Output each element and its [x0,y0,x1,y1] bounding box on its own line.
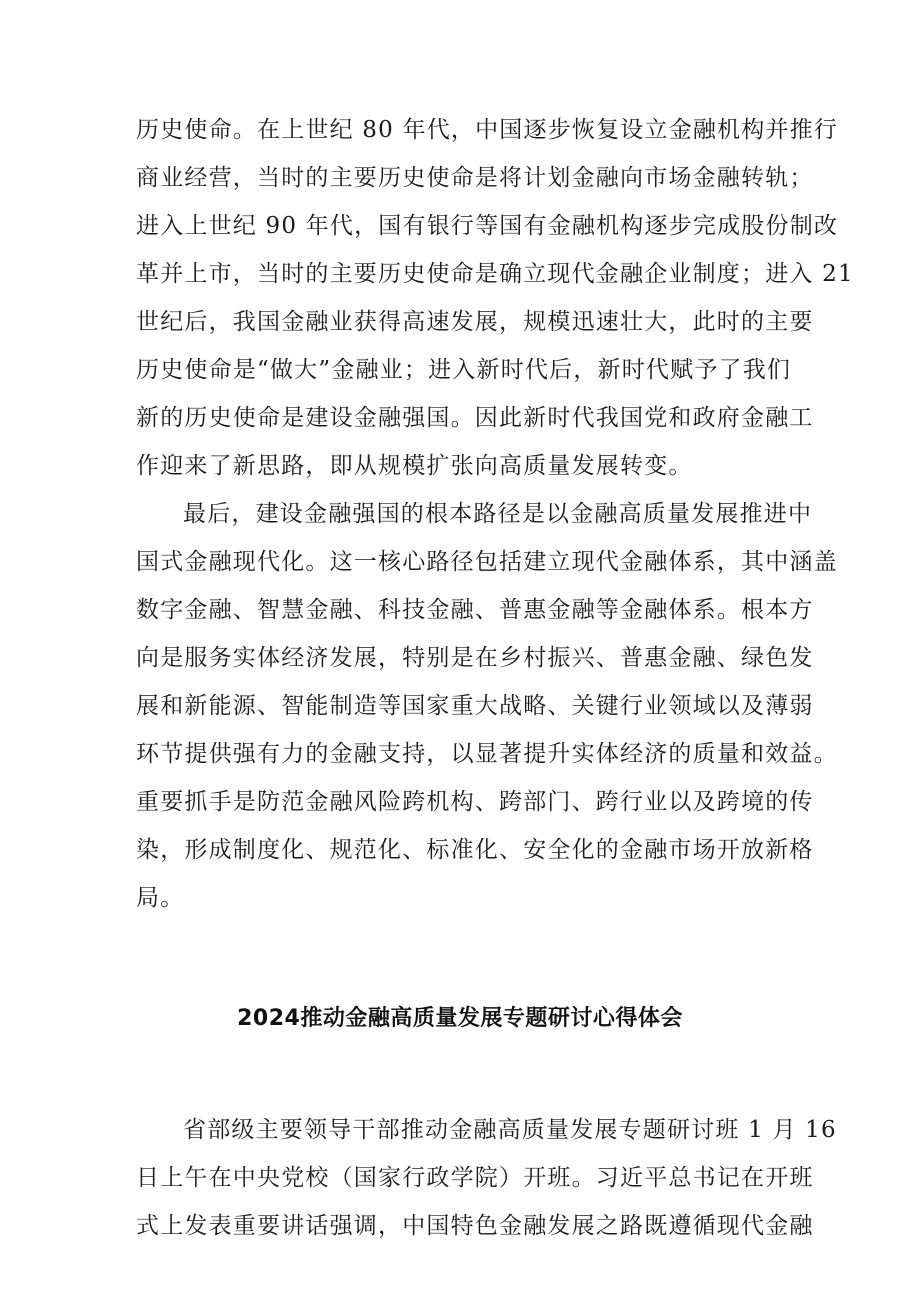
text-line: 展和新能源、智能制造等国家重大战略、关键行业领域以及薄弱 [136,693,814,719]
text-line: 进入上世纪 90 年代，国有银行等国有金融机构逐步完成股份制改 [136,213,839,239]
text-line: 染，形成制度化、规范化、标准化、安全化的金融市场开放新格 [136,837,814,863]
text-line: 省部级主要领导干部推动金融高质量发展专题研讨班 1 月 16 [183,1117,837,1143]
text-line: 最后，建设金融强国的根本路径是以金融高质量发展推进中 [183,501,813,527]
text-line: 日上午在中央党校（国家行政学院）开班。习近平总书记在开班 [136,1165,814,1191]
text-line: 式上发表重要讲话强调，中国特色金融发展之路既遵循现代金融 [136,1213,814,1239]
text-line: 新的历史使命是建设金融强国。因此新时代我国党和政府金融工 [136,405,814,431]
text-line: 环节提供强有力的金融支持，以显著提升实体经济的质量和效益。 [136,741,838,767]
text-line: 作迎来了新思路，即从规模扩张向高质量发展转变。 [136,453,693,479]
section-title: 2024推动金融高质量发展专题研讨心得体会 [237,1006,683,1031]
text-line: 国式金融现代化。这一核心路径包括建立现代金融体系，其中涵盖 [136,549,838,575]
text-line: 重要抓手是防范金融风险跨机构、跨部门、跨行业以及跨境的传 [136,789,814,815]
text-line: 世纪后，我国金融业获得高速发展，规模迅速壮大，此时的主要 [136,309,814,335]
text-line: 数字金融、智慧金融、科技金融、普惠金融等金融体系。根本方 [136,597,814,623]
text-line: 局。 [136,885,185,911]
text-line: 历史使命是“做大”金融业；进入新时代后，新时代赋予了我们 [136,357,792,383]
text-line: 革并上市，当时的主要历史使命是确立现代金融企业制度；进入 21 [136,261,854,287]
text-line: 向是服务实体经济发展，特别是在乡村振兴、普惠金融、绿色发 [136,645,814,671]
text-line: 历史使命。在上世纪 80 年代，中国逐步恢复设立金融机构并推行 [136,117,839,143]
text-line: 商业经营，当时的主要历史使命是将计划金融向市场金融转轨； [136,165,814,191]
